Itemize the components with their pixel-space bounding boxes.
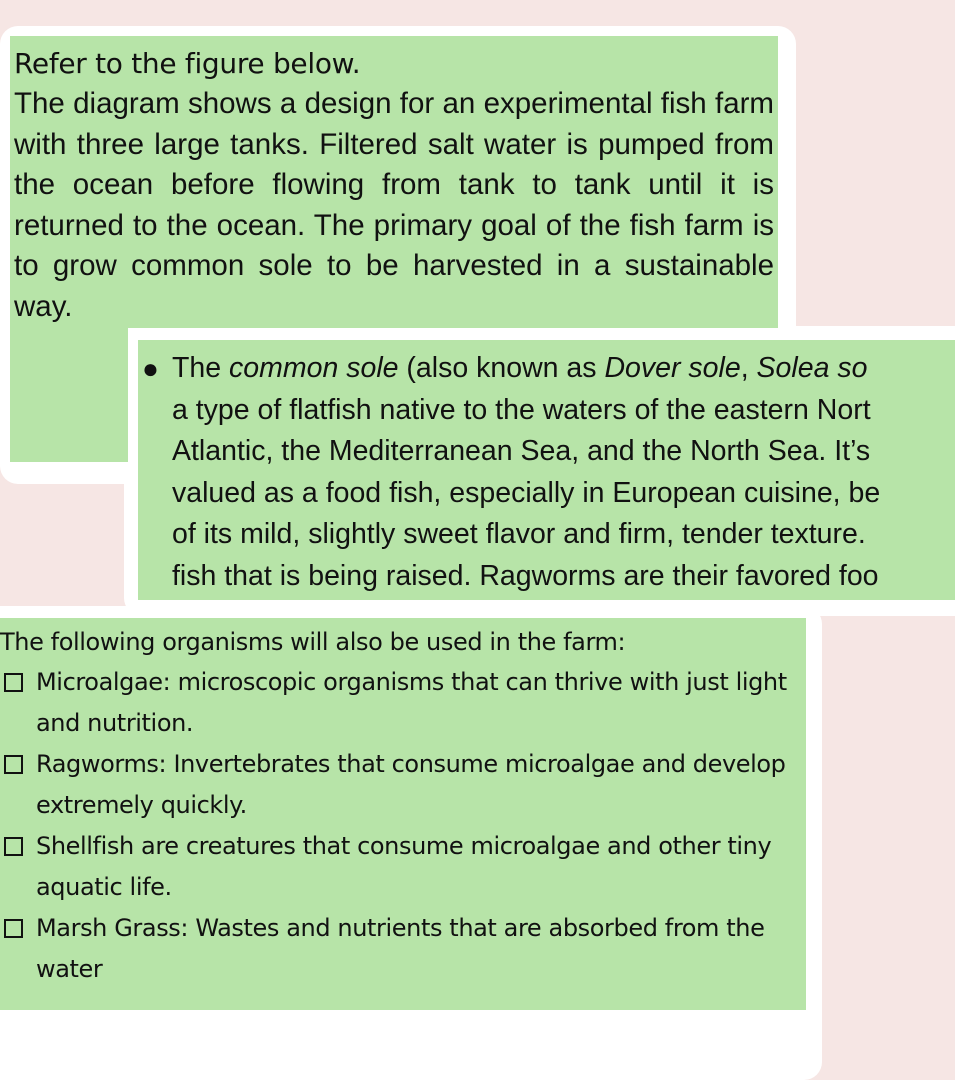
species-name: Dover sole [604,352,741,384]
sole-line-text: Atlantic, the Mediterranean Sea, and the North Sea. It’s [172,435,871,467]
organism-item [0,662,810,744]
sole-line-text: The common sole (also known as Dover sole, Solea so [172,352,868,384]
sole-line-text: of its mild, slightly sweet flavor and firm, tender texture. [172,518,866,550]
organism-text: Microalgae: microscopic organisms that can thrive with just light and nutrition. [36,668,787,737]
intro-heading: Refer to the figure below. [14,47,361,80]
sole-line-text: a type of flatfish native to the waters of the eastern Nort [172,393,871,426]
organism-item [0,908,810,990]
sole-bullet-section [140,348,955,598]
sole-line-text: fish that is being raised. Ragworms are their favored foo [172,559,879,592]
sole-line [140,514,955,556]
organism-item [0,826,810,908]
organism-text: Marsh Grass: Wastes and nutrients that are absorbed from the water [36,914,765,983]
checkbox-square-icon [4,673,23,692]
intro-panel-extension [10,328,128,462]
intro-section [14,44,774,328]
organisms-heading: The following organisms will also be used in the farm: [0,628,626,656]
sole-line [140,390,955,432]
sole-line [140,431,955,473]
intro-body: The diagram shows a design for an experimental fish farm with three large tanks. Filtered salt water is pumped from the ocean before flowing from tank to tank until it is returned to the ocean. The primary goal of the fish farm is to grow common sole to be harvested in a sustainable way. [14,87,774,323]
organism-item [0,744,810,826]
checkbox-square-icon [4,837,23,856]
sole-line [140,556,955,598]
organism-text: Shellfish are creatures that consume microalgae and other tiny aquatic life. [36,832,772,901]
bullet-dot-icon: ● [142,353,159,384]
sole-line [140,348,955,390]
species-name: common sole [229,352,399,384]
checkbox-square-icon [4,919,23,938]
organisms-section [0,622,810,990]
species-name: Solea so [756,352,868,384]
checkbox-square-icon [4,755,23,774]
organism-text: Ragworms: Invertebrates that consume microalgae and develop extremely quickly. [36,750,786,819]
sole-line [140,473,955,515]
sole-line-text: valued as a food fish, especially in European cuisine, be [172,476,881,509]
